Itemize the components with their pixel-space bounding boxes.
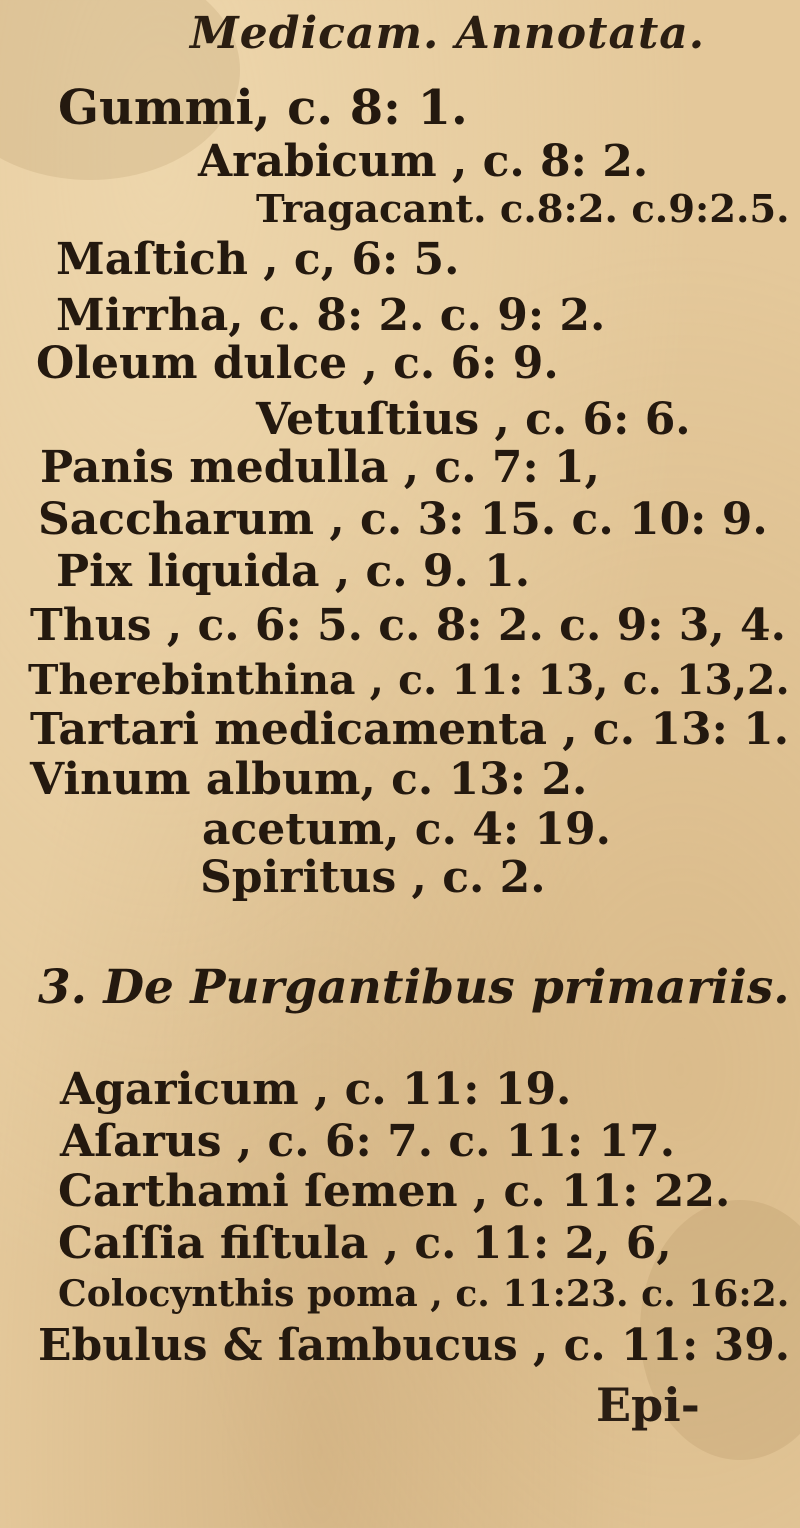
entry-line: Ebulus & ſambucus , c. 11: 39. [38,1320,791,1371]
entry-line: Saccharum , c. 3: 15. c. 10: 9. [38,494,768,545]
entry-line: Carthami ſemen , c. 11: 22. [58,1166,731,1217]
entry-line: Aſarus , c. 6: 7. c. 11: 17. [60,1116,676,1167]
entry-line: Panis medulla , c. 7: 1, [40,442,600,493]
entry-line: Pix liquida , c. 9. 1. [56,546,531,597]
entry-line: acetum, c. 4: 19. [202,804,611,855]
entry-line: Thus , c. 6: 5. c. 8: 2. c. 9: 3, 4. [30,600,786,651]
entry-line: Oleum dulce , c. 6: 9. [36,338,559,389]
entry-line: Maſtich , c, 6: 5. [56,234,460,285]
entry-line: Mirrha, c. 8: 2. c. 9: 2. [56,290,606,341]
entry-line: Caſſia fiſtula , c. 11: 2, 6, [58,1218,672,1269]
entry-line: Vinum album, c. 13: 2. [30,754,588,805]
entry-line: Agaricum , c. 11: 19. [60,1064,572,1115]
entry-line: Therebinthina , c. 11: 13, c. 13,2. [28,656,790,704]
section-heading: 3. De Purgantibus primariis. [38,960,790,1015]
entry-line: Colocynthis poma , c. 11:23. c. 16:2. [58,1272,790,1315]
catchword: Epi- [596,1378,700,1432]
entry-line: Arabicum , c. 8: 2. [198,136,649,187]
entry-line: Gummi, c. 8: 1. [58,80,468,136]
entry-line: Spiritus , c. 2. [200,852,546,903]
entry-line: Tragacant. c.8:2. c.9:2.5. [256,187,790,232]
entry-line: Tartari medicamenta , c. 13: 1. [30,704,790,755]
running-header: Medicam. Annotata. [190,8,706,59]
entry-line: Vetuſtius , c. 6: 6. [256,394,691,445]
